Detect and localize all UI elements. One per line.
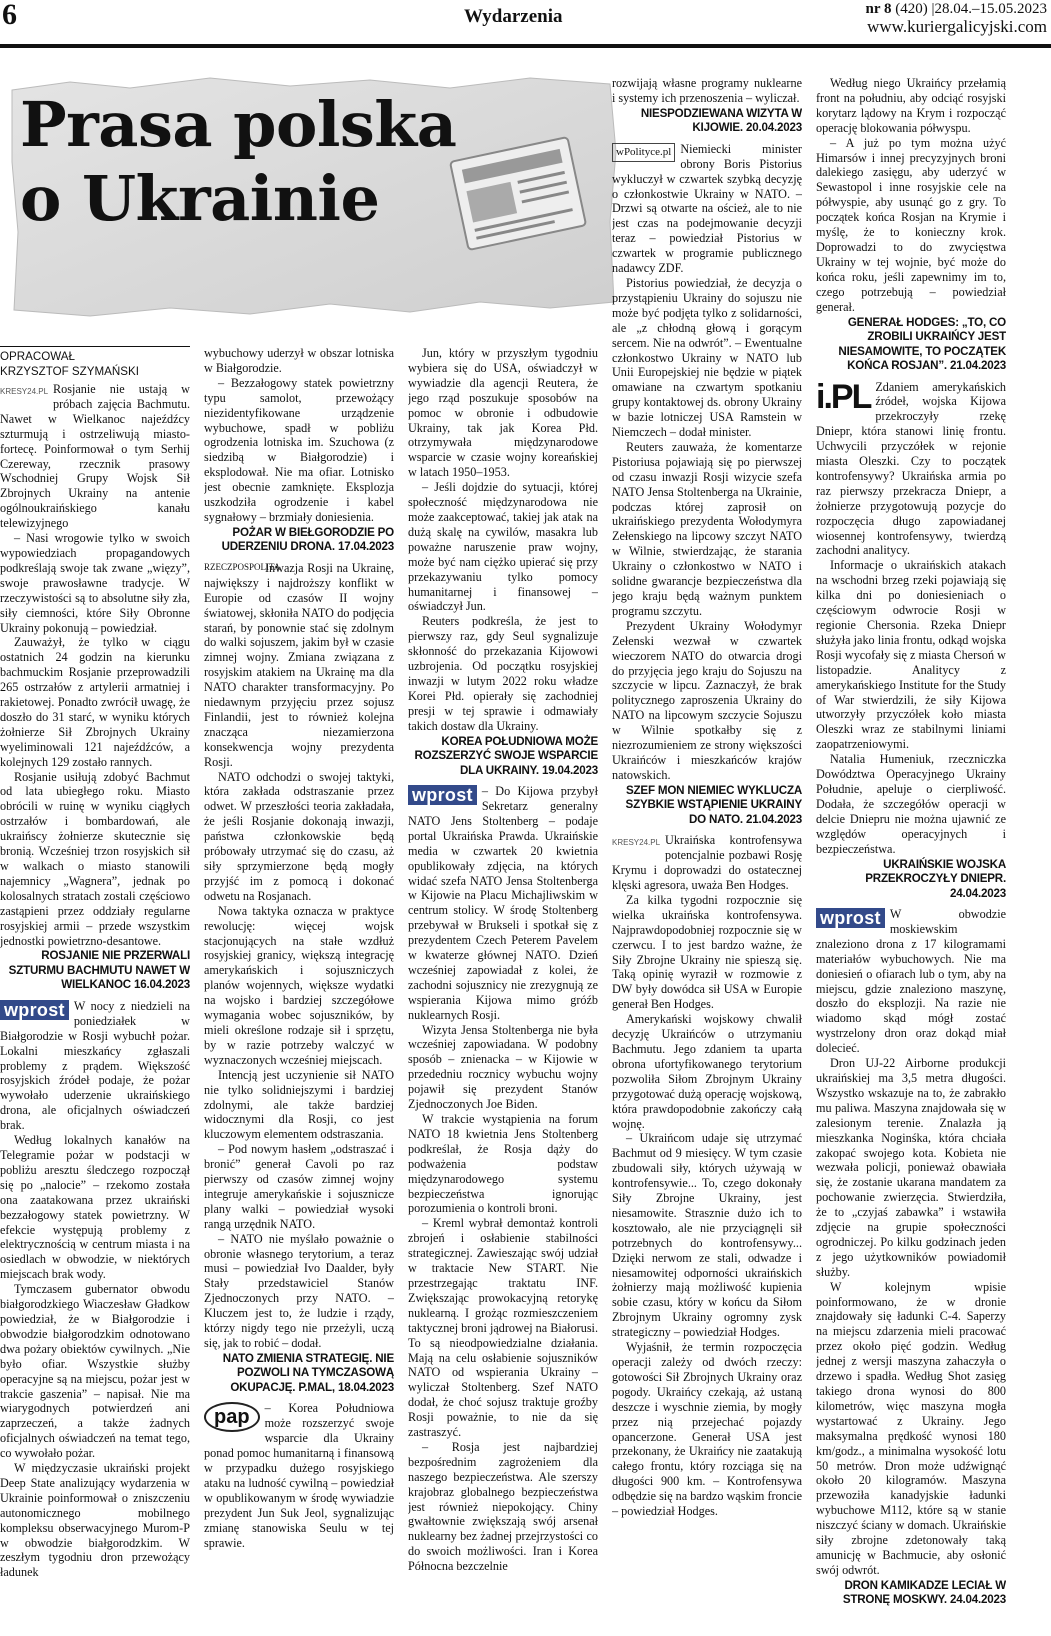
title-line-2: o Ukrainie	[20, 162, 380, 235]
article-headline: SZEF MON NIEMIEC WYKLUCZA SZYBKIE WSTĄPIENIE UKRAINY DO NATO. 21.04.2023	[625, 783, 802, 826]
article-paragraph: – Rosja jest najbardziej bezpośrednim zagrożeniem dla naszego bezpieczeństwa. Ale szerszy krajobraz globalnego bezpieczeństwa jest również niepokojący. Chiny gwałtownie zwiększają swój arsenał nuklearny bez żadnej przejrzystości co do swoich możliwości. Iran i Korea Północna bezczelnie	[408, 1439, 598, 1574]
article-headline: DRON KAMIKADZE LECIAŁ W STRONĘ MOSKWY. 24.04.2023	[842, 1578, 1006, 1607]
article-paragraph: – Bezzałogowy statek powietrzny typu samolot, przewożący niezidentyfikowane urządzenie wybuchowe, spadł w pobliżu ogrodzenia lotniska im. Szuchowa (z siedzibą w Białgorodzie) i eksplodował. Nie ma ofiar. Lotnisko jest obecnie zamknięte. Eksplozja uszkodziła ogrodzenie i kabel sygnałowy – brzmiały doniesienia.	[204, 375, 394, 524]
column-2	[204, 346, 394, 1636]
pap-logo-icon: pap	[204, 1402, 260, 1432]
issue-number: nr 8	[865, 1, 892, 17]
article-paragraph: W trakcie wystąpienia na forum NATO 18 kwietnia Jens Stoltenberg podkreślał, że Rosja dąży do podważenia podstaw międzynarodowego systemu bezpieczeństwa ignorując porozumienia o kontroli broni.	[408, 1112, 598, 1216]
article-paragraph: NATO odchodzi o swojej taktyki, która zakłada odstraszanie przez odwet. W przeszłości teoria zakładała, że jeśli Rosjanie dokonają inwazji, państwa członkowskie będą próbowały utrzymać się do czasu, aż siły sprzymierzone będą mogły przyjść im z pomocą i dokonać odwetu na Rosjanach.	[204, 769, 394, 903]
article-paragraph: KRESY24.PL Rosjanie nie ustają w próbach zajęcia Bachmutu. Nawet w Wielkanoc najeźdźcy szturmują i ostrzeliwują miasto-fortecę. Poinformował o tym Serhij Czereway, rzecznik prasowy Wschodniej Grupy Wojsk Sił Zbrojnych Ukrainy na antenie ogólnoukraińskiego kanału telewizyjnego	[0, 382, 190, 531]
website-link[interactable]: www.kuriergalicyjski.com	[867, 17, 1047, 36]
article-paragraph: Natalia Humeniuk, rzeczniczka Dowództwa Operacyjnego Ukrainy Południe, apeluje o cierpliwość. Dodała, że szczegółów operacji w delcie Dniepru nie można ujawnić ze względów operacyjnych i bezpieczeństwa.	[816, 752, 1006, 856]
article-paragraph: RZECZPOSPOLITA Inwazja Rosji na Ukrainę, największy i najdroższy konflikt w Europie od czasów II wojny światowej, skłoniła NATO do podjęcia starań, by ponownie stać się zdolnym do walki sojuszem, jakim był w czasie zimnej wojny. Zmiana związana z rosyjskim atakiem na Ukrainę ma dla NATO charakter transformacyjny. Po niedawnym przyjęciu przez sojusz Finlandii, jest to również kolejna znacząca niezamierzona konsekwencja wojny prezydenta Rosji.	[204, 560, 394, 769]
article-paragraph: wprost W nocy z niedzieli na poniedziałek w Białgorodzie w Rosji wybuchł pożar. Lokalni mieszkańcy zgłaszali problemy z prądem. Większość rosyjskich źródeł podaje, że pożar wywołało uderzenie ukraińskiego drona, ale oficjalnych oświadczeń brak.	[0, 998, 190, 1133]
article-headline: GENERAŁ HODGES: „TO, CO ZROBILI UKRAIŃCY JEST NIESAMOWITE, TO POCZĄTEK KOŃCA ROSJAN”. 21.04.2023	[838, 315, 1006, 372]
column-4	[612, 76, 802, 1636]
issue-info	[866, 0, 1047, 36]
page-title	[20, 88, 456, 236]
author-label: OPRACOWAŁ	[0, 350, 75, 363]
article-paragraph: Wizyta Jensa Stoltenberga nie była wcześniej zapowiadana. W podobny sposób – znienacka – w Kijowie w przededniu rocznicy wybuchu wojny pojawił się prezydent Stanów Zjednoczonych Joe Biden.	[408, 1022, 598, 1112]
article-paragraph: Jun, który w przyszłym tygodniu wybiera się do USA, oświadczył w wywiadzie dla agencji Reutera, że jego rząd poszukuje sposobów na pomoc w obronie i odbudowie Ukrainy, tak jak Korea Płd. otrzymywała międzynarodowe wsparcie w czasie wojny koreańskiej w latach 1950–1953.	[408, 346, 598, 480]
article-paragraph: W międzyczasie ukraiński projekt Deep State analizujący wydarzenia w Ukrainie poinformował o zniszczeniu autonomicznego mobilnego kompleksu obserwacyjnego Murom-P w obwodzie białgorodzkim. W zeszłym tygodniu dron przewożący ładunek	[0, 1461, 190, 1580]
article-paragraph: wPolityce.pl Niemiecki minister obrony Boris Pistorius wykluczył w czwartek szybką decyzję o członkostwie Ukrainy w NATO. – Drzwi są otwarte na oścież, ale to nie jest czas na podejmowanie decyzji teraz – powiedział Pistorius w czwartek w programie publicznego nadawcy ZDF.	[612, 141, 802, 276]
column-1	[0, 346, 190, 1636]
article-paragraph: Według lokalnych kanałów na Telegramie pożar w podstacji w pobliżu aresztu śledczego rozpoczął się po „nalocie” – rzekomo została ona zaatakowana przez ukraiński bezzałogowy statek powietrzny. W efekcie występują problemy z elektrycznością w centrum miasta i na osiedlach w obwodzie, w niektórych miejscach brak wody.	[0, 1133, 190, 1282]
article-paragraph: Informacje o ukraińskich atakach na wschodni brzeg rzeki pojawiają się kilka dni po doniesieniach o częściowym odwrocie Rosji w regionie Chersonia. Rzeka Dniepr służyła jako linia frontu, odkąd wojska Rosji wycofały się z miasta Chersoń w listopadzie. Analitycy z amerykańskiego Institute for the Study of War stwierdzili, że siły Kijowa utworzyły przyczółek koło miasta Oleszki wraz ze stabilnymi liniami zaopatrzeniowymi.	[816, 558, 1006, 752]
article-paragraph: Za kilka tygodni rozpocznie się wielka ukraińska kontrofensywa. Najprawdopodobniej rozpocznie się w czerwcu. I to jest bardzo ważne, że Siły Zbrojne Ukrainy nie spieszą się. Taką opinię wyraził w rozmowie z DW były dowódca sił USA w Europie generał Ben Hodges.	[612, 892, 802, 1012]
article-paragraph: Intencją jest uczynienie sił NATO nie tylko solidniejszymi i bardziej zdolnymi, ale także bardziej widocznymi dla Rosji, co jest kluczowym elementem odstraszania.	[204, 1067, 394, 1142]
article-paragraph: – NATO nie myślało poważnie o obronie własnego terytorium, a teraz musi – powiedział Ivo Daalder, były Stały przedstawiciel Stanów Zjednoczonych przy NATO. – Kluczem jest to, że ludzie i rządy, którzy nigdy tego nie przeżyli, uczą się, jak to robić – dodał.	[204, 1231, 394, 1350]
article-paragraph: wprost – Do Kijowa przybył Sekretarz generalny NATO Jens Stoltenberg – podaje portal Ukraińska Prawda. Ukraińskie media w czwartek 20 kwietnia opublikowały zdjęcia, na których widać szefa NATO Jensa Stoltenberga w Kijowie na Placu Michajliwskim w centrum stolicy. W środę Stoltenberg przebywał w Brukseli i spotkał się z prezydentem Czech Peterem Pavelem w kwaterze głównej NATO. Dzień wcześniej zapowiadał z kolei, że zachodni sojusznicy nie zrezygnują ze wspierania Kijowa mimo gróźb nuklearnych Rosji.	[408, 784, 598, 1022]
wpolityce-logo-icon: wPolityce.pl	[612, 143, 675, 162]
article-headline: UKRAIŃSKIE WOJSKA PRZEKROCZYŁY DNIEPR. 24.04.2023	[865, 857, 1006, 900]
article-paragraph: Amerykański wojskowy chwalił decyzję Ukraińców o utrzymaniu Bachmutu. Jego zdaniem ta uparta obrona ufortyfikowanego terytorium pozwoliła Siłom Zbrojnym Ukrainy przygotować dużą operację wojskową, która prawdopodobnie zakończy całą wojnę.	[612, 1012, 802, 1131]
ipl-logo-icon: i.PL	[816, 377, 871, 416]
article-headline: POŻAR W BIEŁGORODZIE PO UDERZENIU DRONA. 17.04.2023	[221, 525, 394, 554]
title-line-1: Prasa polska	[20, 88, 457, 161]
page-header	[0, 0, 1051, 48]
article-paragraph: Prezydent Ukrainy Wołodymyr Zełenski wezwał w czwartek wieczorem NATO do otwarcia drogi do przyjęcia jego kraju do Sojuszu na szczycie w lipcu. Zaznaczył, że brak politycznego zaproszenia Ukrainy do NATO na lipcowym szczycie Sojuszu w Wilnie spotkałby się z niezrozumieniem ze strony większości Ukraińców i mieszkańców krajów natowskich.	[612, 618, 802, 782]
article-paragraph: – Nasi wrogowie tylko w swoich wypowiedziach propagandowych podkreślają swoje tak zwane „więzy”, swoje prawosławne tradycje. W rzeczywistości są to absolutne siły zła, siły ciemności, które Siły Obronne Ukrainy pokonują – powiedział.	[0, 531, 190, 635]
article-paragraph: rozwijają własne programy nuklearne i systemy ich przenoszenia – wyliczał.	[612, 76, 802, 105]
kresy-logo-icon: KRESY24.PL	[0, 387, 49, 396]
kresy-logo-icon: KRESY24.PL	[612, 838, 661, 848]
article-paragraph: – A już po tym można użyć Himarsów i innej precyzyjnych broni dalekiego zasięgu, aby uderzyć w Sewastopol i inne rosyjskie cele na półwyspie, aby usunąć go z gry. To początek końca Rosjan na Krymie i myślę, że to konieczny krok. Doprowadzi to do zwycięstwa Ukrainy w tej wojnie, być może do końca roku, jeśli zapewnimy im to, czego potrzebują – powiedział generał.	[816, 135, 1006, 314]
article-paragraph: Nowa taktyka oznacza w praktyce rewolucję: więcej wojsk stacjonujących na stałe wzdłuż rosyjskiej granicy, większą integrację amerykańskich i sojuszniczych planów wojennych, większe wydatki na wojsko i bardziej szczegółowe wymagania wobec sojuszników, by mieli określone rodzaje sił i sprzętu, by w razie potrzeby walczyć w wyznaczonych wcześniej miejscach.	[204, 903, 394, 1067]
page-number: 6	[2, 0, 17, 31]
article-paragraph: KRESY24.PL Ukraińska kontrofensywa potencjalnie pozbawi Rosję Krymu i doprowadzi do ostatecznej klęski agresora, uważa Ben Hodges.	[612, 833, 802, 892]
article-headline: ROSJANIE NIE PRZERWALI SZTURMU BACHMUTU NAWET W WIELKANOC 16.04.2023	[8, 949, 190, 992]
article-paragraph: wprost W obwodzie moskiewskim znaleziono drona z 17 kilogramami materiałów wybuchowych. Nie ma doniesień o ofiarach lub o tym, aby na miejscu, gdzie znaleziono maszynę, doszło do eksplozji. Na razie nie wiadomo skąd mógł zostać wystrzelony dron oraz dokąd miał dolecieć.	[816, 907, 1006, 1056]
article-paragraph: Zauważył, że tylko w ciągu ostatnich 24 godzin na kierunku bachmuckim Rosjanie przeprowadzili 265 ostrzałów z artylerii armatniej i rakietowej. Ponadto zwrócił uwagę, że doszło do 31 starć, w wyniku których żołnierze Sił Zbrojnych Ukrainy wyeliminowali 121 najeźdźców, a kolejnych 129 zostało rannych.	[0, 635, 190, 769]
article-paragraph: wybuchowy uderzył w obszar lotniska w Białgorodzie.	[204, 346, 394, 375]
column-3	[408, 346, 598, 1636]
rzeczpospolita-logo-icon: RZECZPOSPOLITA	[204, 561, 281, 572]
article-paragraph: Reuters podkreśla, że jest to pierwszy raz, gdy Seul sygnalizuje skłonność do przekazania Kijowowi uzbrojenia. Od początku rosyjskiej inwazji w lutym 2022 roku władze Korei Płd. opierały się zachodniej presji w tej sprawie i odmawiały takich dostaw dla Ukrainy.	[408, 614, 598, 733]
article-paragraph: – Ukraińcom udaje się utrzymać Bachmut od 9 miesięcy. W tym czasie zbudowali siły, których używają w kontrofensywie... To, czego dokonały Siły Zbrojne Ukrainy, jest niesamowite. Strasznie dużo ich to kosztowało, ale nie przyciągnęli sił potrzebnych do kontrofensywy... Dzięki nerwom ze stali, odwadze i niesamowitej odporności ukraińskich żołnierzy mają możliwość kupienia sobie czasu, który w końcu da Siłom Zbrojnym Ukrainy ogromny zysk strategiczny – powiedział Hodges.	[612, 1131, 802, 1340]
article-headline: NATO ZMIENIA STRATEGIĘ. NIE POZWOLI NA TYMCZASOWĄ OKUPACJĘ. P.MAL, 18.04.2023	[222, 1351, 394, 1394]
article-paragraph: Według niego Ukraińcy przełamią front na południu, aby odciąć rosyjski korytarz lądowy na Krym i rozpocząć operację blokowania półwyspu.	[816, 76, 1006, 135]
article-paragraph: Reuters zauważa, że komentarze Pistoriusa pojawiają się po pierwszej od czasu inwazji Rosji wizycie szefa NATO Jensa Stoltenberga na Ukrainie, podczas której zaprosił on ukraińskiego prezydenta Wołodymyra Zełenskiego na lipcowy szczyt NATO w Wilnie, stwierdzając, że starania Ukrainy o członkostwo w NATO i solidne gwarancje bezpieczeństwa dla jego kraju będą ważnym punktem programu szczytu.	[612, 439, 802, 618]
author-name: KRZYSZTOF SZYMAŃSKI	[0, 364, 139, 378]
issue-dates: (420) |28.04.–15.05.2023	[891, 1, 1047, 17]
article-paragraph: – Kreml wybrał demontaż kontroli zbrojeń i osłabienie stabilności strategicznej. Zawieszając swój udział w traktacie New START. Nie przestrzegając traktatu INF. Zwiększając prowokacyjną retorykę nuklearną. I grożąc rozmieszczeniem taktycznej broni jądrowej na Białorusi. To są nieodpowiedzialne działania. Mają na celu osłabienie sojuszników NATO od wspierania Ukrainy – wyliczał Stoltenberg. Szef NATO dodał, że choć sojusz traktuje groźby Rosji poważnie, to nie da się zastraszyć.	[408, 1216, 598, 1440]
article-paragraph: pap – Korea Południowa może rozszerzyć swoje wsparcie dla Ukrainy ponad pomoc humanitarną i finansową w przypadku dużego rosyjskiego ataku na ludność cywilną – powiedział w opublikowanym w środę wywiadzie prezydent Jun Suk Jeol, sygnalizując zmianę stanowiska Seulu w tej sprawie.	[204, 1401, 394, 1550]
article-paragraph: Dron UJ-22 Airborne produkcji ukraińskiej ma 3,5 metra długości. Wszystko wskazuje na to, że zabrakło mu paliwa. Maszyna znajdowała się w zalesionym terenie. Znalazła ją mieszkanka Noginśka, która chciała zakopać swojego kota. Kobieta nie wezwała policji, ponieważ obawiała się, że zostanie ukarana mandatem za pochowanie zwierzęcia. Stwierdziła, że to „czyjaś zabawka” i wstawiła zdjęcie na grupie społeczności ogrodniczej. Po kilku godzinach jeden z jego użytkowników powiadomił służby.	[816, 1056, 1006, 1279]
column-5	[816, 76, 1006, 1636]
wprost-logo-icon: wprost	[0, 1000, 69, 1020]
article-headline: KOREA POŁUDNIOWA MOŻE ROZSZERZYĆ SWOJE WSPARCIE DLA UKRAINY. 19.04.2023	[414, 734, 598, 777]
article-paragraph: Wyjaśnił, że termin rozpoczęcia operacji zależy od dwóch rzeczy: gotowości Sił Zbrojnych Ukrainy oraz pogody. Ukraińcy czekają, aż ustaną deszcze i wyschnie ziemia, by mogły przez nią przejechać pojazdy opancerzone. Generał USA jest przekonany, że Ukraińcy nie zaatakują całego frontu, który rozciąga się na długości 900 km. – Kontrofensywa odbędzie się na bardzo wąskim froncie – powiedział Hodges.	[612, 1340, 802, 1519]
wprost-logo-icon: wprost	[816, 908, 885, 928]
article-headline: NIESPODZIEWANA WIZYTA W KIJOWIE. 20.04.2023	[640, 106, 802, 135]
article-paragraph: – Jeśli dojdzie do sytuacji, której społeczność międzynarodowa nie może zaakceptować, takiej jak atak na dużą skalę na cywilów, masakra lub poważne naruszenie praw wojny, może być nam ciężko upierać się przy przekazywaniu tylko pomocy humanitarnej i finansowej – oświadczył Jun.	[408, 480, 598, 614]
article-paragraph: i.PL Zdaniem amerykańskich źródeł, wojska Kijowa przekroczyły rzekę Dniepr, która stanowi linię frontu. Uchwycili przyczółek w rejonie miasta Oleszki. Czy to początek kontrofensywy? Ukraińska armia po raz pierwszy przekracza Dniepr, a żołnierze przygotowują pozycje do rozpoczęcia długo zapowiadanej wiosennej kontrofensywy, twierdzą zachodni analitycy.	[816, 377, 1006, 558]
article-paragraph: Tymczasem gubernator obwodu białgorodzkiego Wiaczesław Gładkow powiedział, że w Białgorodzie i obwodzie białgorodzkim odnotowano dwa pożary obiektów cywilnych. „Nie było ofiar. Wszystkie służby operacyjne są na miejscu, pożar jest w trakcie gaszenia” – napisał. Nie ma wiarygodnych potwierdzeń ani zaprzeczeń, a także żadnych oficjalnych oświadczeń na temat tego, co wywołało pożar.	[0, 1282, 190, 1461]
wprost-logo-icon: wprost	[408, 785, 477, 805]
article-paragraph: Rosjanie usiłują zdobyć Bachmut od lata ubiegłego roku. Miasto obrócili w ruinę w wyniku ciągłych ostrzałów i bombardowań, ale ukraińscy żołnierze skutecznie się bronią. Wcześniej trzon rosyjskich sił w walkach o miasto stanowili najemnicy „Wagnera”, jednak po kolosalnych stratach zostali częściowo zastąpieni przez oddziały regularne rosyjskiej armii – przede wszystkim jednostki powietrzno-desantowe.	[0, 769, 190, 948]
section-title: Wydarzenia	[464, 6, 563, 27]
article-paragraph: – Pod nowym hasłem „odstraszać i bronić” generał Cavoli po raz pierwszy od czasów zimnej wojny integruje amerykańskie i sojusznicze plany walki – powiedział wysoki rangą urzędnik NATO.	[204, 1142, 394, 1231]
author-credit	[0, 346, 190, 379]
article-paragraph: Pistorius powiedział, że decyzja o przystąpieniu Ukrainy do sojuszu nie może być podjęta tylko z solidarności, ale „z chłodną głową i gorącym sercem. Nie na odwrót”. – Ewentualne członkostwo Ukrainy w NATO lub Unii Europejskiej nie będzie w piątek omawiane na czwartym spotkaniu grupy kontaktowej ds. obrony Ukrainy w bazie lotniczej USA Ramstein w Niemczech – dodał minister.	[612, 275, 802, 440]
article-paragraph: W kolejnym wpisie poinformowano, że w dronie znajdowały się ładunki C-4. Saperzy na miejscu zdarzenia mieli pracować przez około pięć godzin. Według jednej z wersji maszyna zahaczyła o drzewo i spadła. Według Shot zasięg takiego drona wynosi do 800 kilometrów, więc maszyna mogła wystartować z Ukrainy. Jego maksymalna prędkość wynosi 180 km/godz., a minimalna wysokość lotu 50 metrów. Dron może udźwignąć około 20 kilogramów. Maszyna przewoziła kanadyjskie ładunki wybuchowe M112, które są w stanie niszczyć ściany w domach. Ukraińskie siły zbrojne zdetonowały taką amunicję w Bachmucie, aby osłonić swój odwrót.	[816, 1279, 1006, 1577]
